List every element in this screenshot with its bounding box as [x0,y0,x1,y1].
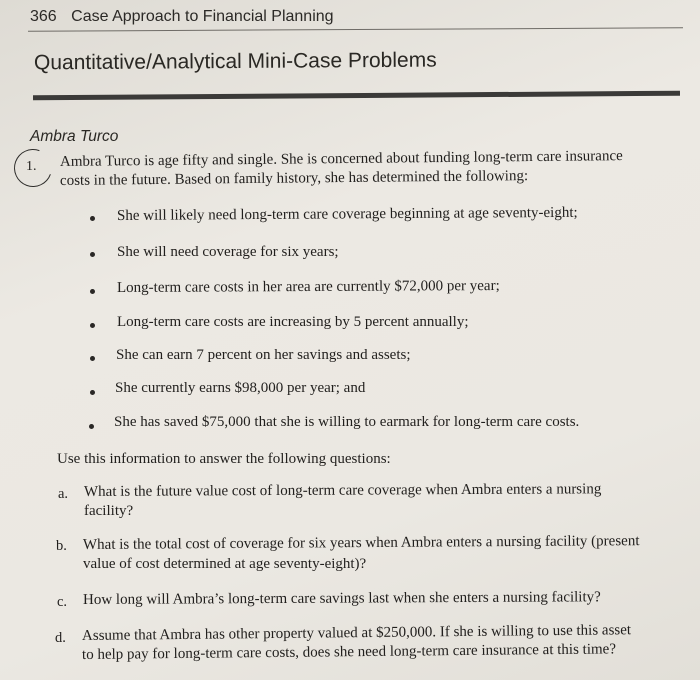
question-text-line: value of cost determined at age seventy-eight)? [83,556,367,572]
book-title: Case Approach to Financial Planning [71,8,334,25]
question-letter: d. [55,630,66,646]
fact-text: She will likely need long-term care coverage beginning at age seventy-eight; [116,204,578,224]
fact-text: Long-term care costs are increasing by 5 percent annually; [117,314,469,330]
fact-text: She currently earns $98,000 per year; and [115,380,366,396]
section-rule [33,91,680,101]
fact-text: She will need coverage for six years; [117,244,339,260]
question-text-line: to help pay for long-term care costs, does she need long-term care insurance at this time? [81,641,617,663]
bullet-icon [89,424,94,429]
fact-text: Long-term care costs in her area are currently $72,000 per year; [116,277,500,296]
fact-text: She can earn 7 percent on her savings and assets; [116,347,411,363]
problem-number: 1. [26,159,37,174]
question-text-line: How long will Ambra’s long-term care savings last when she enters a nursing facility? [82,589,601,608]
question-text-line: What is the total cost of coverage for six years when Ambra enters a nursing facility (present [82,533,640,553]
header-rule [28,27,683,31]
bullet-icon [90,323,95,328]
bullet-icon [90,252,95,257]
bullet-icon [90,390,95,395]
question-letter: b. [56,538,67,554]
bullet-icon [90,356,95,361]
question-letter: c. [57,594,68,610]
bullet-icon [90,289,95,294]
intro-line-2: costs in the future. Based on family history, she has determined the following: [59,168,529,189]
section-title: Quantitative/Analytical Mini-Case Problems [33,48,437,75]
running-header [30,8,334,26]
page-number: 366 [30,8,57,25]
instruction-text: Use this information to answer the following questions: [57,451,391,467]
fact-text: She has saved $75,000 that she is willing to earmark for long-term care costs. [114,414,580,430]
question-text-line: Assume that Ambra has other property valued at $250,000. If she is willing to use this asset [81,622,632,644]
case-name: Ambra Turco [30,128,119,145]
question-text-line: What is the future value cost of long-term care coverage when Ambra enters a nursing [83,481,602,500]
question-text-line: facility? [84,503,134,519]
intro-line-1: Ambra Turco is age fifty and single. She is concerned about funding long-term care insurance [59,148,623,170]
bullet-icon [90,216,95,221]
question-letter: a. [58,486,69,502]
